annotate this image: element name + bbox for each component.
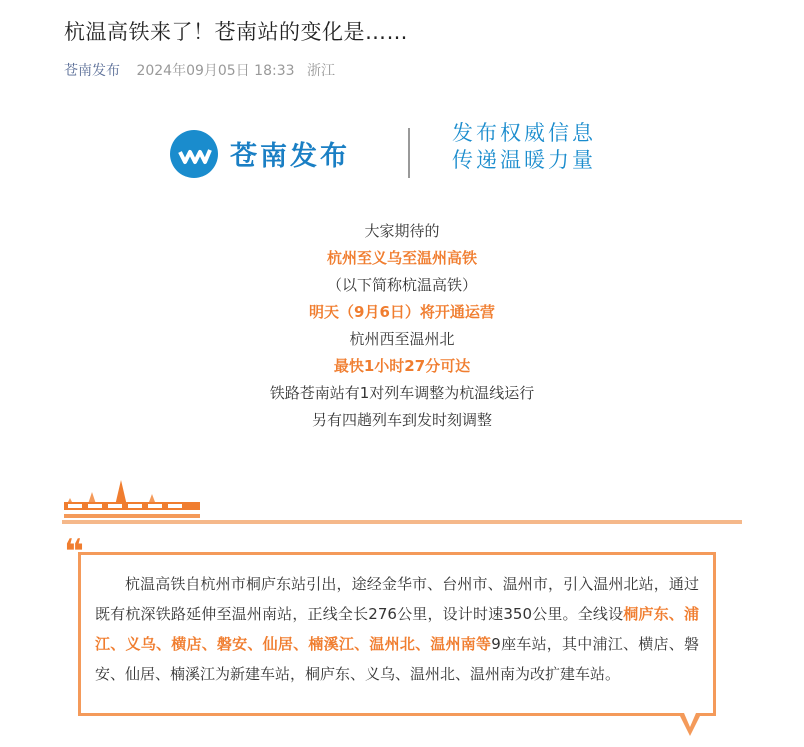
article-source-link[interactable]: 苍南发布: [64, 63, 120, 79]
info-box: [78, 552, 716, 716]
article-location: 浙江: [306, 63, 335, 79]
logo-text: 苍南发布: [230, 141, 350, 172]
intro-line: 铁路苍南站有1对列车调整为杭温线运行: [269, 384, 535, 402]
logo-icon: [170, 130, 218, 178]
intro-line-highlight: 杭州至义乌至温州高铁: [326, 249, 477, 267]
intro-line-highlight: 明天（9月6日）将开通运营: [309, 303, 495, 321]
intro-line: 另有四趟列车到发时刻调整: [311, 411, 492, 429]
banner-divider: [408, 128, 410, 178]
slogan-line-1: 发布权威信息: [452, 121, 596, 145]
decorative-divider: [62, 468, 742, 528]
speech-tail-inner: [684, 713, 696, 727]
article-title: 杭温高铁来了！苍南站的变化是……: [64, 20, 408, 44]
train-decoration-icon: [62, 468, 242, 520]
info-text: 9座车站，其中浦江、横店、磐安、仙居、楠溪江为新建车站，桐庐东、义乌、温州北、温州南为改扩建车站。: [95, 635, 699, 683]
intro-text: [0, 218, 804, 434]
article-date: 2024年09月05日 18:33: [136, 63, 295, 79]
banner-slogan: [452, 120, 596, 174]
intro-line: （以下简称杭温高铁）: [326, 276, 477, 294]
article-meta: [64, 60, 335, 80]
intro-line: 杭州西至温州北: [349, 330, 455, 348]
info-paragraph: [95, 569, 699, 689]
quote-icon: ❝: [64, 532, 84, 572]
stations-highlight: 桐庐东、浦江、义乌、横店、磐安、仙居、楠溪江、温州北、温州南等: [95, 605, 699, 653]
header-banner: [170, 120, 630, 190]
divider-line: [62, 520, 742, 524]
intro-line: 大家期待的: [364, 222, 440, 240]
info-text: 杭温高铁自杭州市桐庐东站引出，途经金华市、台州市、温州市，引入温州北站，通过既有杭深铁路延伸至温州南站，正线全长276公里，设计时速350公里。全线设: [95, 575, 699, 623]
slogan-line-2: 传递温暖力量: [452, 148, 596, 172]
intro-line-highlight: 最快1小时27分可达: [333, 357, 471, 375]
